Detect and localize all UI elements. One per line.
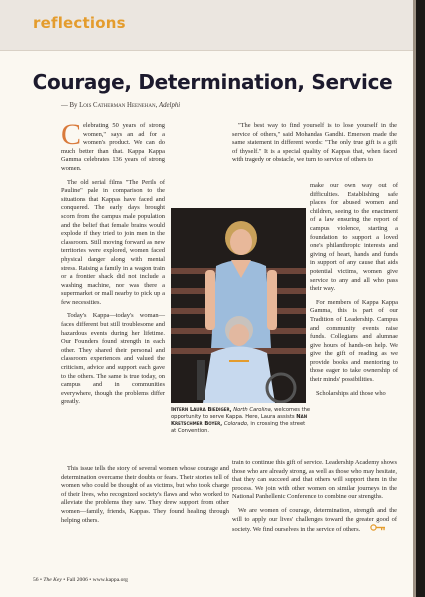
caption-text: in crossing the street at Convention.: [171, 421, 306, 434]
paragraph: Today's Kappa—today's woman—faces different but still troublesome and hazardous events during her lifetime. Our Founders found strength in each other. They shared their personal and classroom experiences and valued the criticism, advice and support each gave to the others. The same is true today, on campus and in communities everywhere, though the problems differ greatly.: [61, 312, 165, 406]
byline-prefix: — By: [61, 102, 78, 109]
article-photo: [171, 208, 306, 403]
paragraph: The old serial films "The Perils of Pauline" pale in comparison to the situations that Kappas have faced and conquered. The early days brought scorn from the campus male population and the belief that female brains would explode if they tried to join men in the classroom. Still moving forward as new territories were explored, women faced physical danger along with mental stress. Raising a family in a wagon train or a frontier shack did not include a washing machine, nor was there a supermarket or mall nearby to pick up a few necessities.: [61, 178, 165, 306]
right-column-middle: [310, 182, 398, 403]
left-column-bottom: [61, 465, 229, 530]
paragraph: make our own way out of difficulties. Establishing safe places for abused women and children, seeing to the enactment of a law ensuring the report of campus violence, starting a foundation to support a loved one's philanthropic interests and giving of heart, hands and funds in support of any cause that aids potential victims, women give service to any and all who pass their way.: [310, 182, 398, 293]
header-divider: [0, 50, 425, 51]
caption-name: Intern Laura Biediger,: [171, 407, 232, 413]
paragraph: Scholarships aid those who: [316, 389, 386, 397]
right-column-top: [232, 122, 397, 170]
caption-place: Colorado,: [223, 421, 249, 427]
caption-text: welcomes the opportunity to serve Kappa. Here, Laura assists: [171, 407, 311, 420]
section-label: reflections: [33, 14, 126, 32]
caption-name: Nan Kretschmer Boyer,: [171, 414, 308, 427]
byline: [61, 102, 180, 109]
byline-place: Adelphi: [158, 102, 181, 109]
paragraph: train to continue this gift of service. Leadership Academy shows those who are already strong, as well as those who may hesitate, that they can succeed and that others will support them in the process. We join with other women on similar journeys in the National Panhellenic Conference to combine our strengths.: [232, 459, 397, 501]
key-icon: [364, 524, 386, 535]
left-column: [61, 118, 165, 412]
photo-caption: [171, 407, 311, 435]
page-footer: [33, 577, 128, 583]
dropcap: C: [61, 118, 82, 151]
paragraph: "The best way to find yourself is to lose yourself in the service of others," said Mohandas Gandhi. Emerson made the same statement in different words: "The only true gift is a gift of thyself." It is a special quality of Kappas that, when faced with tragedy or obstacle, we turn to service of others to: [232, 122, 397, 164]
paragraph-text: elebrating 50 years of strong women," says an ad for a women's product. We can do much better than that. Kappa Kappa Gamma celebrates 136 years of strong women.: [61, 122, 165, 172]
paragraph-intro: [61, 118, 165, 174]
paragraph-text: We are women of courage, determination, strength and the will to apply our lives' challenges toward the greater good of society. We find ourselves in the service of others.: [232, 506, 397, 533]
paragraph: For members of Kappa Kappa Gamma, this is part of our Tradition of Leadership. Campus and community events raise funds. Collegians and alumnae give hours of hands-on help. We give the gift of reading as we provide books and mentoring to those eager to take ownership of their minds' possibilities.: [310, 298, 398, 384]
byline-author: Lois Catherman Heenehan,: [79, 102, 158, 109]
paragraph: This issue tells the story of several women whose courage and determination overcame their doubts or fears. Their stories tell of women who could be thought of as victims, but who took charge of their lives, who recognized society's flaws and who worked to alleviate the problems they saw. They drew support from other women—family, friends, Kappas. They found healing through helping others.: [61, 465, 229, 524]
footer-details: • Fall 2006 • www.kappa.org: [63, 577, 128, 583]
paragraph: [232, 507, 397, 535]
caption-place: North Carolina,: [233, 407, 273, 413]
binding-spine: [416, 0, 425, 597]
page-number: 56 •: [33, 577, 42, 583]
magazine-name: The Key: [43, 577, 62, 583]
article-title: Courage, Determination, Service: [32, 70, 393, 94]
right-column-bottom: [232, 459, 397, 540]
photo-illustration: [171, 208, 306, 403]
